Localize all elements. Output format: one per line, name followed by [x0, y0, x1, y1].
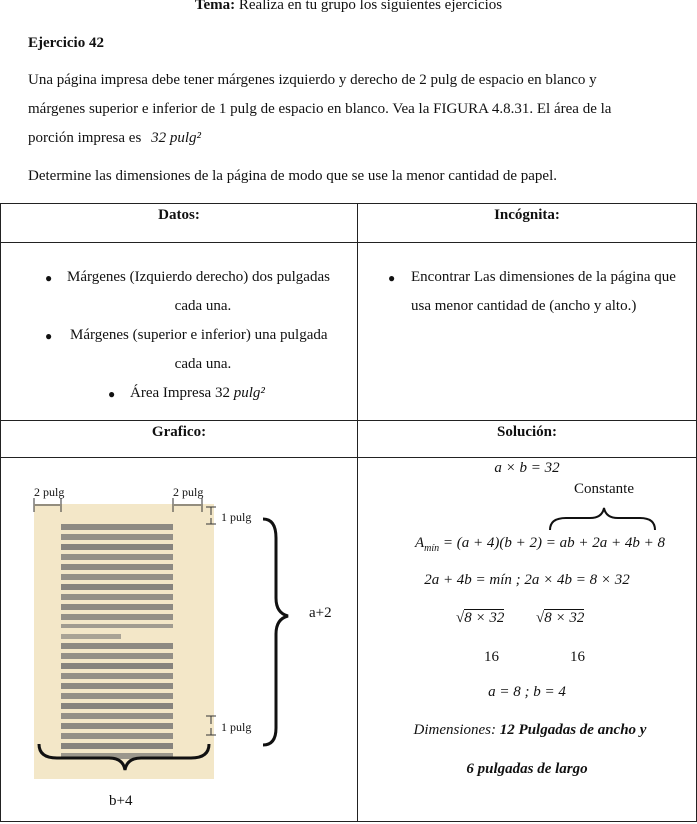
- bullet-icon: ●: [108, 387, 116, 401]
- incognita-cell: [358, 243, 697, 421]
- solucion-cell: [358, 458, 697, 822]
- constante-label: Constante: [574, 481, 634, 497]
- datos-item-3-unit: pulg²: [233, 385, 265, 401]
- sqrt-right-result: 16: [570, 649, 585, 665]
- equation-product: a × b = 32: [494, 460, 560, 476]
- grafico-header: Grafico:: [1, 421, 358, 458]
- sqrt-icon: √: [456, 610, 465, 626]
- datos-item-3-text: Área Impresa 32: [130, 385, 230, 401]
- bottom-margin-label: 1 pulg: [221, 720, 252, 734]
- area-expression: = (a + 4)(b + 2) = ab + 2a + 4b + 8: [439, 535, 665, 551]
- sqrt-icon: √: [536, 610, 545, 626]
- equation-area: [384, 535, 696, 554]
- sqrt-left-radicand: 8 × 32: [464, 610, 505, 626]
- datos-item-1-line-1: Márgenes (Izquierdo derecho) dos pulgadas: [67, 269, 330, 285]
- height-brace: [263, 519, 288, 745]
- constante-brace: [358, 458, 697, 538]
- right-margin-label: 2 pulg: [173, 485, 204, 499]
- problem-line-2: márgenes superior e inferior de 1 pulg de espacio en blanco. Vea la FIGURA 4.8.31. El área de la: [28, 101, 612, 117]
- area-subscript: mín: [424, 543, 440, 554]
- equation-minimum: 2a + 4b = mín ; 2a × 4b = 8 × 32: [424, 572, 630, 588]
- topic-text: Realiza en tu grupo los siguientes ejercicios: [235, 0, 503, 13]
- incognita-header: Incógnita:: [358, 204, 697, 243]
- sqrt-right: [536, 610, 584, 627]
- datos-header: Datos:: [1, 204, 358, 243]
- left-margin-label: 2 pulg: [34, 485, 65, 499]
- dimensions-width: 12 Pulgadas de ancho y: [496, 722, 647, 738]
- problem-line-3: [28, 130, 201, 147]
- topic-line: [0, 0, 697, 14]
- equation-values: a = 8 ; b = 4: [488, 684, 566, 700]
- exercise-table: [0, 203, 697, 822]
- sqrt-right-radicand: 8 × 32: [544, 610, 585, 626]
- printed-area-value: 32 pulg²: [151, 130, 201, 146]
- datos-item-2-line-1: Márgenes (superior e inferior) una pulgada: [70, 327, 328, 343]
- area-symbol: A: [414, 535, 425, 551]
- height-label: a+2: [309, 605, 332, 621]
- bullet-icon: ●: [45, 271, 53, 285]
- incognita-item-line-1: Encontrar Las dimensiones de la página que: [411, 269, 676, 285]
- problem-line-1: Una página impresa debe tener márgenes izquierdo y derecho de 2 pulg de espacio en blanco y: [28, 72, 597, 88]
- solucion-header: Solución:: [358, 421, 697, 458]
- bullet-icon: ●: [45, 329, 53, 343]
- datos-item-3: [130, 385, 265, 402]
- bullet-icon: ●: [388, 271, 396, 285]
- datos-cell: [1, 243, 358, 421]
- page-figure: [1, 458, 358, 824]
- top-margin-label: 1 pulg: [221, 510, 252, 524]
- dimensions-label: Dimensiones:: [413, 722, 497, 738]
- dimensions-line-1: [364, 722, 696, 739]
- exercise-title: Ejercicio 42: [28, 35, 104, 51]
- grafico-cell: [1, 458, 358, 822]
- incognita-item-line-2: usa menor cantidad de (ancho y alto.): [411, 298, 637, 314]
- problem-line-3-text: porción impresa es: [28, 130, 142, 146]
- sqrt-left-result: 16: [484, 649, 499, 665]
- datos-item-2-line-2: cada una.: [174, 356, 232, 372]
- topic-label: Tema:: [194, 0, 236, 13]
- dimensions-line-2: 6 pulgadas de largo: [466, 761, 588, 777]
- sqrt-left: [456, 610, 504, 627]
- width-label: b+4: [109, 793, 133, 809]
- problem-question: Determine las dimensiones de la página de modo que se use la menor cantidad de papel.: [28, 168, 557, 184]
- datos-item-1-line-2: cada una.: [174, 298, 232, 314]
